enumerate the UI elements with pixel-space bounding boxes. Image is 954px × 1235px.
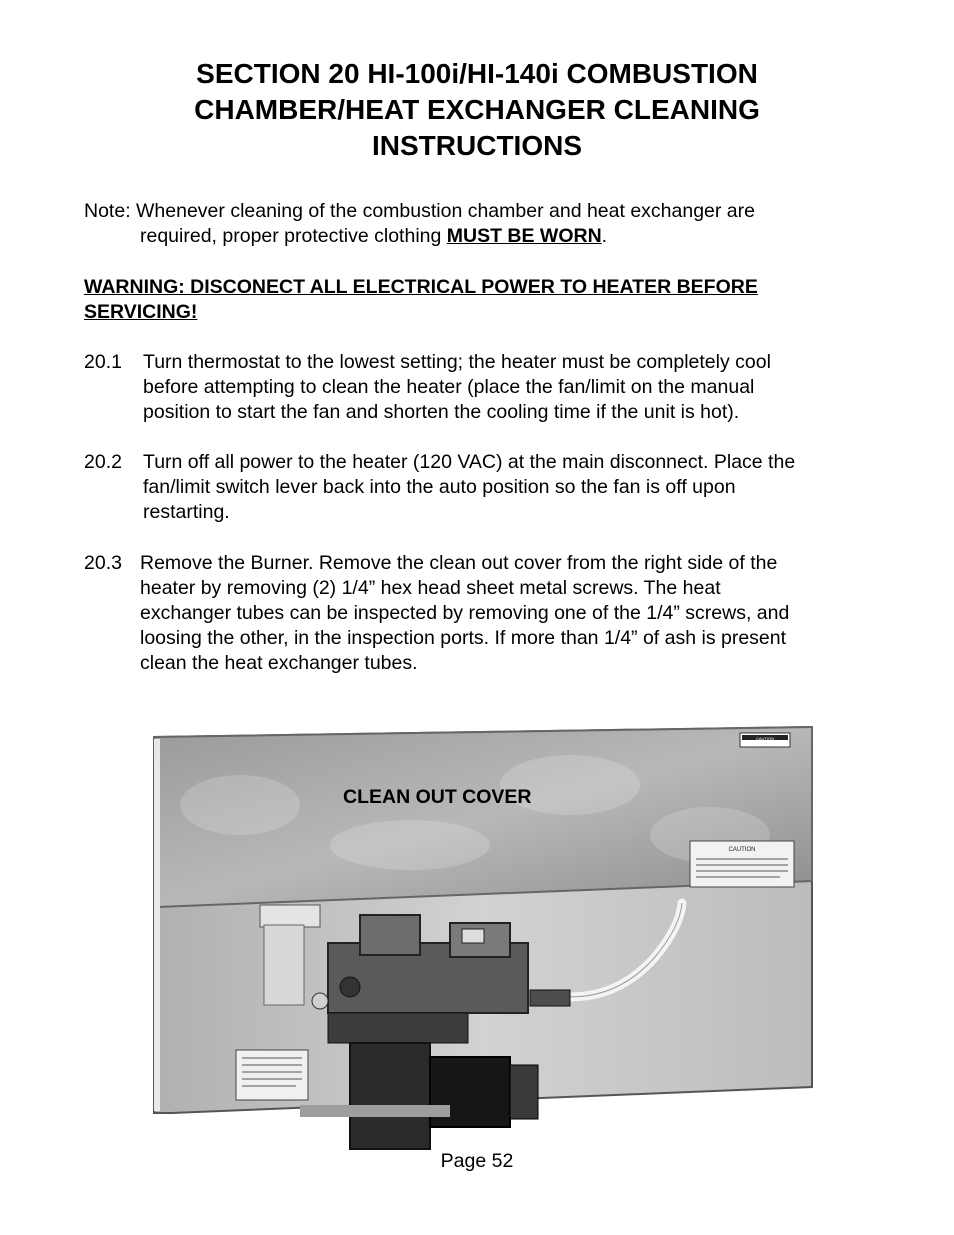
- step-line: Remove the Burner. Remove the clean out cover from the right side of the: [140, 552, 778, 574]
- caution-label-side: [690, 841, 794, 887]
- step-line: clean the heat exchanger tubes.: [140, 652, 418, 674]
- note-emphasis: MUST BE WORN: [446, 225, 602, 247]
- step-line: exchanger tubes can be inspected by removing one of the 1/4” screws, and: [140, 602, 790, 624]
- step-line: restarting.: [143, 501, 230, 523]
- svg-text:CAUTION: CAUTION: [756, 736, 774, 741]
- title-line-1: SECTION 20 HI-100i/HI-140i COMBUSTION: [196, 58, 758, 89]
- note-line-1: Note: Whenever cleaning of the combustion chamber and heat exchanger are: [84, 200, 755, 222]
- step-line: fan/limit switch lever back into the auto position so the fan is off upon: [143, 476, 736, 498]
- note-text: required, proper protective clothing: [140, 225, 447, 247]
- page-number: Page 52: [440, 1150, 514, 1172]
- step-line: loosing the other, in the inspection ports. If more than 1/4” of ash is present: [140, 627, 787, 649]
- note-period: .: [601, 225, 608, 247]
- step-line: before attempting to clean the heater (place the fan/limit on the manual: [143, 376, 755, 398]
- page-title: [0, 56, 954, 164]
- step-number: 20.1: [84, 351, 122, 373]
- step-line: Turn thermostat to the lowest setting; the heater must be completely cool: [143, 351, 771, 373]
- step-number: 20.3: [84, 552, 122, 574]
- step-line: heater by removing (2) 1/4” hex head sheet metal screws. The heat: [140, 577, 721, 599]
- clean-out-cover-label: CLEAN OUT COVER: [343, 786, 532, 808]
- step-line: position to start the fan and shorten the cooling time if the unit is hot).: [143, 401, 740, 423]
- step-number: 20.2: [84, 451, 122, 473]
- title-line-2: CHAMBER/HEAT EXCHANGER CLEANING: [194, 94, 760, 125]
- title-line-3: INSTRUCTIONS: [372, 130, 582, 161]
- svg-text:CAUTION: CAUTION: [728, 847, 756, 853]
- note-paragraph: [84, 199, 755, 249]
- step-line: Turn off all power to the heater (120 VAC) at the main disconnect. Place the: [143, 451, 796, 473]
- note-line-2: [140, 224, 607, 249]
- warning-line-1: WARNING: DISCONECT ALL ELECTRICAL POWER TO HEATER BEFORE: [84, 276, 758, 298]
- warning-text: [84, 275, 758, 325]
- caution-label-top: [740, 733, 790, 747]
- warning-line-2: SERVICING!: [84, 301, 198, 323]
